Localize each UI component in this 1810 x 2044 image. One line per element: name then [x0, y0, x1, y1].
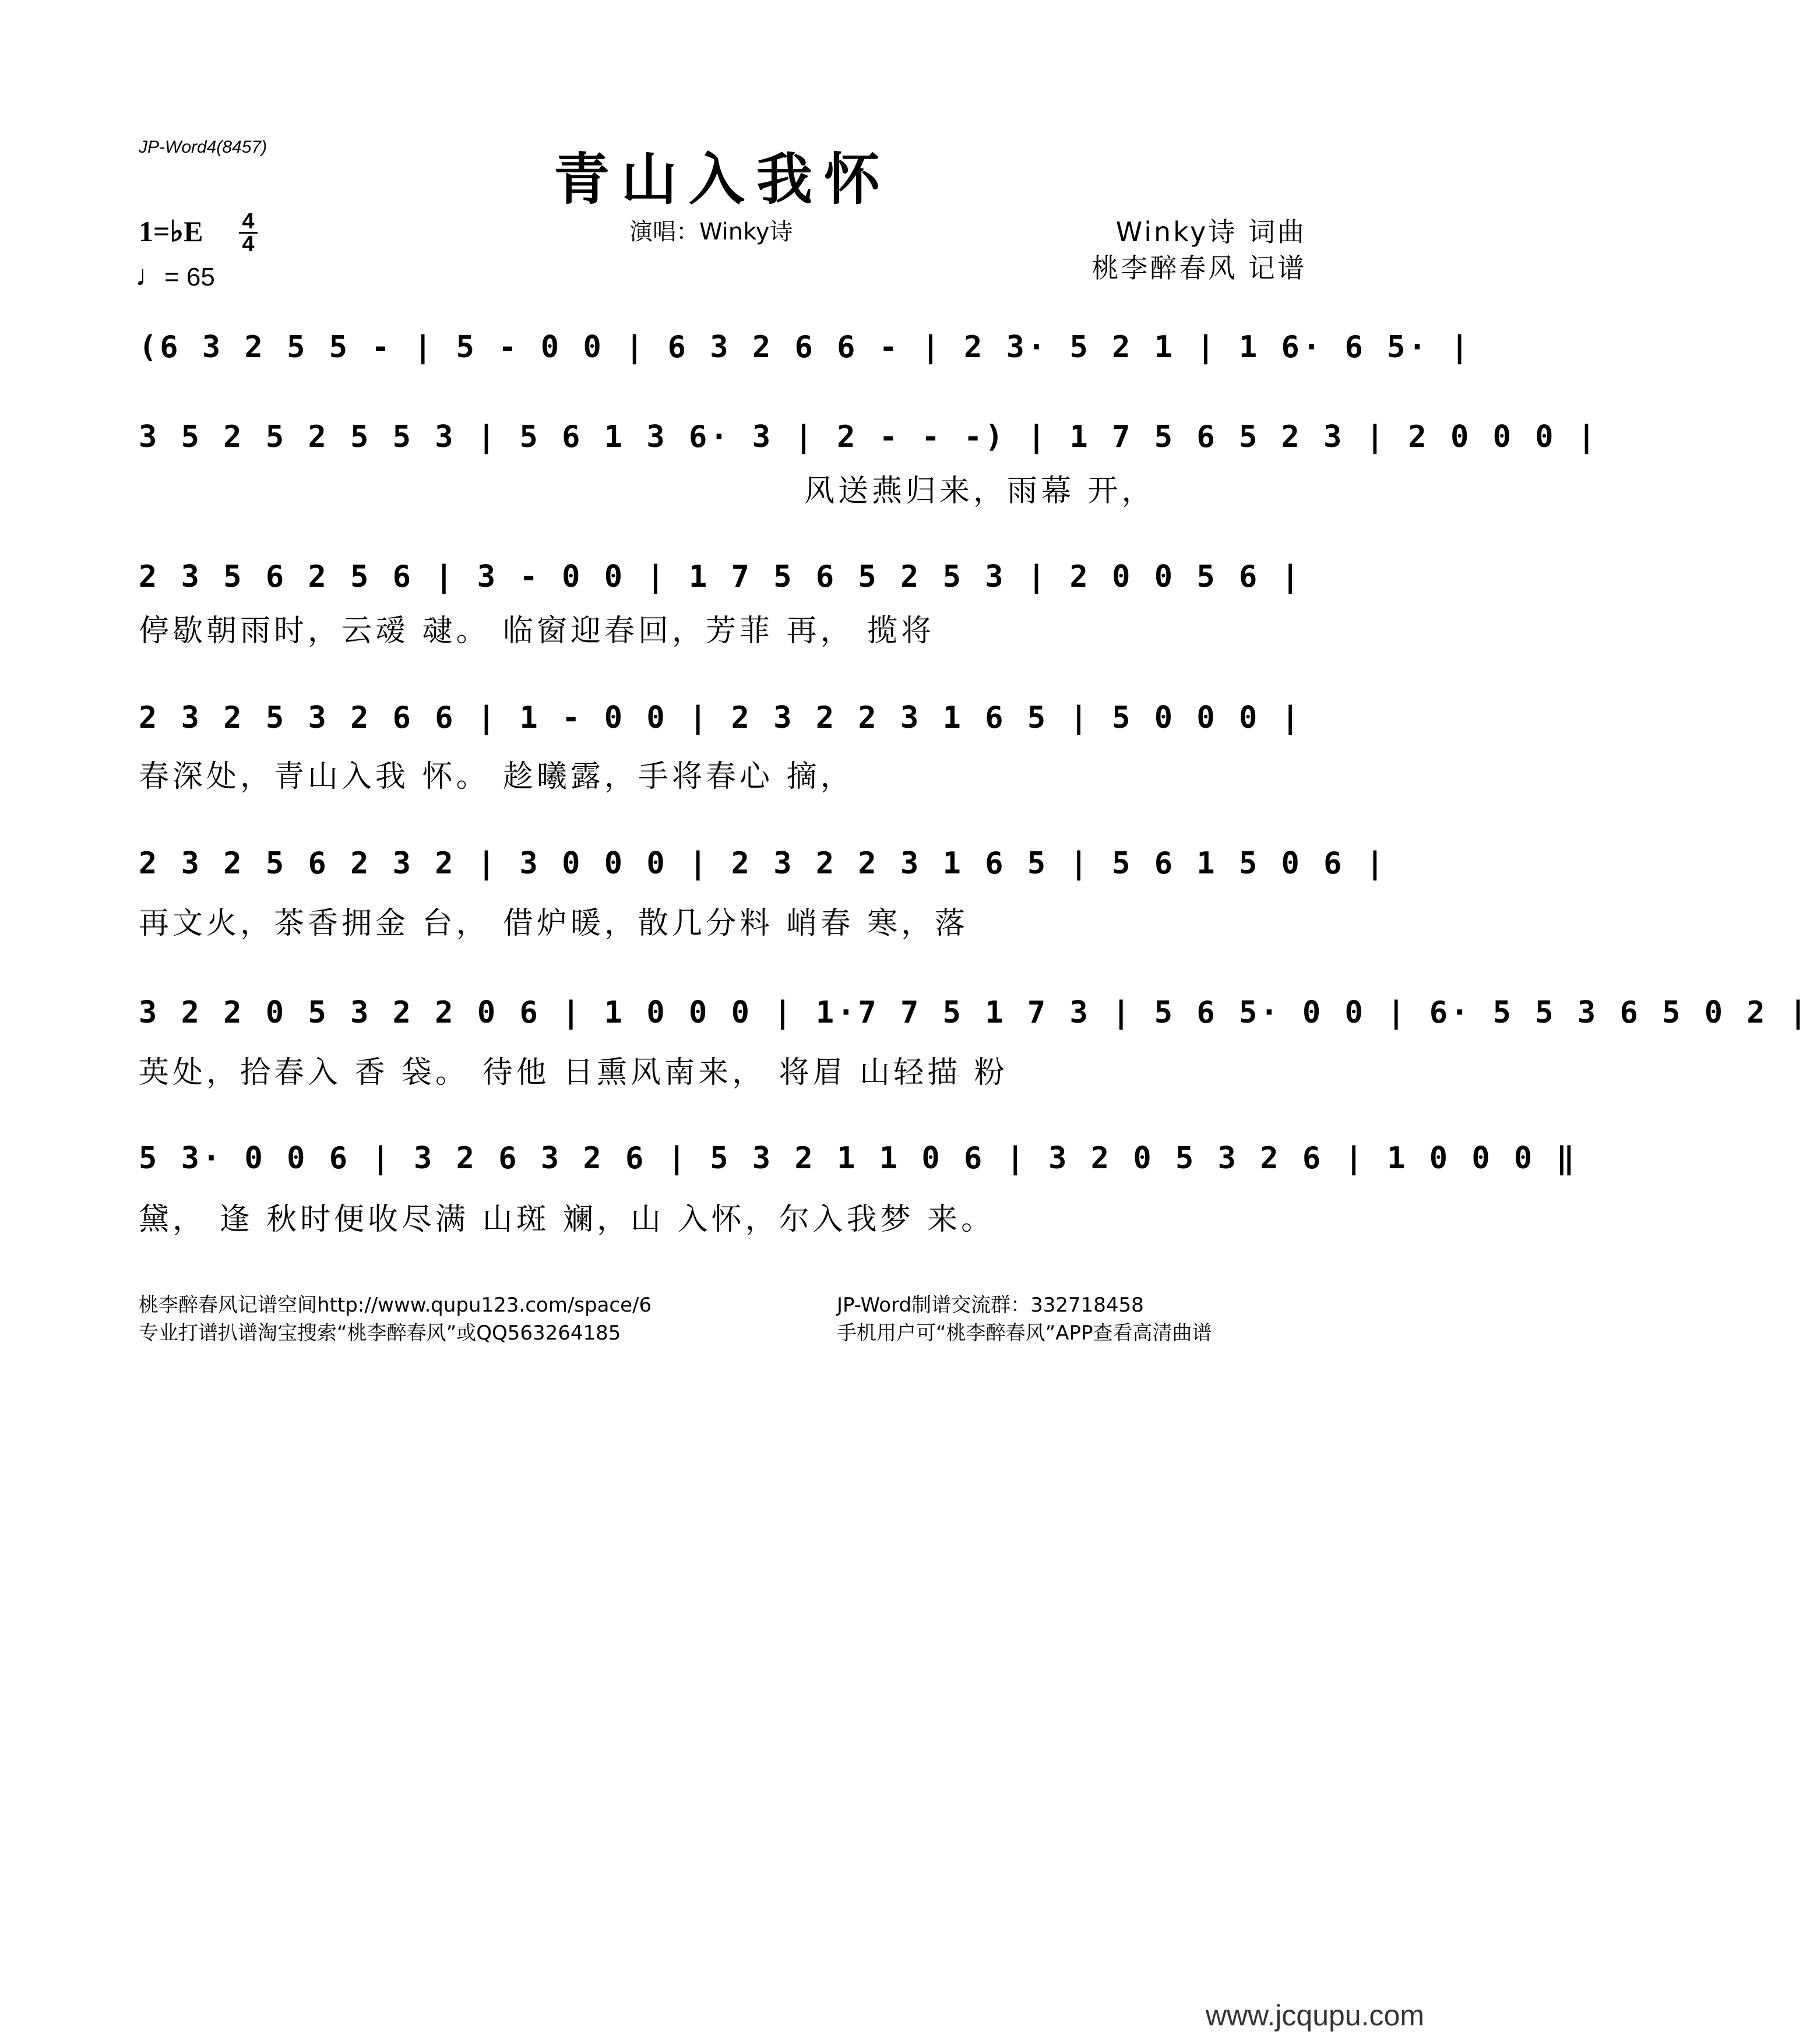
footer-right-line-1: JP-Word制谱交流群：332718458: [837, 1294, 1144, 1317]
tempo-value: = 65: [164, 263, 215, 291]
footer-left-line-1: 桃李醉春风记谱空间http://www.qupu123.com/space/6: [139, 1294, 652, 1317]
lyric-row-7: 黛， 逢 秋时便收尽满 山斑 斓，山 入怀，尔入我梦 来。: [139, 1202, 995, 1237]
music-row-4: 2 3 2 5 3 2 6 6 | 1 - 0 0 | 2 3 2 2 3 1 6 5 | 5 0 0 0 |: [139, 700, 1302, 735]
music-row-3: 2 3 5 6 2 5 6 | 3 - 0 0 | 1 7 5 6 5 2 5 3 | 2 0 0 5 6 |: [139, 559, 1302, 594]
music-row-5: 2 3 2 5 6 2 3 2 | 3 0 0 0 | 2 3 2 2 3 1 6 5 | 5 6 1 5 0 6 |: [139, 846, 1388, 881]
lyric-row-5: 再文火，茶香拥金 台， 借炉暖，散几分料 峭春 寒，落: [139, 906, 969, 941]
lyric-row-4: 春深处，青山入我 怀。 趁曦露，手将春心 摘，: [139, 759, 854, 794]
time-signature-bottom: 4: [242, 232, 255, 256]
time-signature: [237, 211, 260, 255]
lyric-row-3: 停歇朝雨时，云叆 叇。 临窗迎春回，芳菲 再， 揽将: [139, 614, 935, 649]
music-row-2: 3 5 2 5 2 5 5 3 | 5 6 1 3 6· 3 | 2 - - -) | 1 7 5 6 5 2 3 | 2 0 0 0 |: [139, 420, 1599, 454]
lyric-row-2: 风送燕归来，雨幕 开，: [804, 474, 1156, 509]
footer-left-line-2: 专业打谱扒谱淘宝搜索“桃李醉春风”或QQ563264185: [139, 1321, 621, 1345]
composer-credit: Winky诗 词曲: [1115, 216, 1307, 248]
arranger-credit: 桃李醉春风 记谱: [1091, 252, 1307, 284]
watermark: www.jcqupu.com: [1205, 1999, 1424, 2032]
song-title: 青山入我怀: [554, 147, 892, 212]
lyric-row-6: 英处，拾春入 香 袋。 待他 日熏风南来， 将眉 山轻描 粉: [139, 1055, 1008, 1090]
software-label: JP-Word4(8457): [139, 138, 267, 157]
tempo-marking: [135, 259, 215, 292]
music-row-1: (6 3 2 5 5 - | 5 - 0 0 | 6 3 2 6 6 - | 2 3· 5 2 1 | 1 6· 6 5· |: [139, 330, 1472, 365]
music-row-7: 5 3· 0 0 6 | 3 2 6 3 2 6 | 5 3 2 1 1 0 6 | 3 2 0 5 3 2 6 | 1 0 0 0 ‖: [139, 1141, 1577, 1176]
singer-credit: 演唱：Winky诗: [629, 219, 793, 245]
music-row-6: 3 2 2 0 5 3 2 2 0 6 | 1 0 0 0 | 1·7 7 5 1 7 3 | 5 6 5· 0 0 | 6· 5 5 3 6 5 0 2 |: [139, 995, 1810, 1030]
key-signature: 1=♭E: [139, 215, 203, 248]
footer-right-line-2: 手机用户可“桃李醉春风”APP查看高清曲谱: [837, 1321, 1212, 1345]
time-signature-top: 4: [242, 209, 255, 234]
quarter-note-icon: ♩: [135, 259, 164, 292]
